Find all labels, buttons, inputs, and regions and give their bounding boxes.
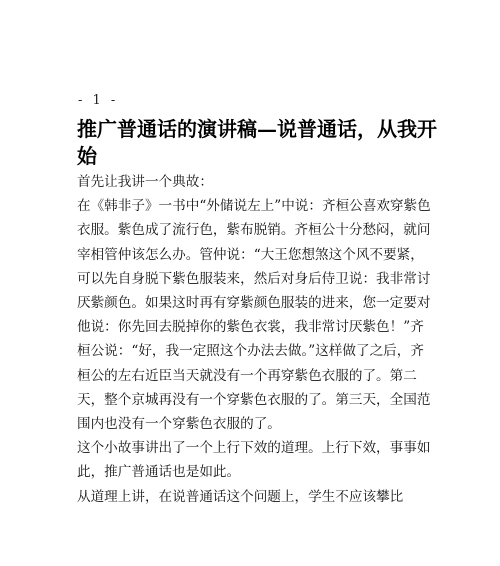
- paragraph: 在《韩非子》一书中“外储说左上”中说：齐桓公喜欢穿紫色衣服。紫色成了流行色，紫布脱销。齐桓公十分愁闷，就问宰相管仲该怎么办。管仲说：“大王您想煞这个风不要紧，可以先自身脱下紫色服装来，然后对身后侍卫说：我非常讨厌紫颜色。如果这时再有穿紫颜色服装的进来，您一定要对他说：你先回去脱掉你的紫色衣裳，我非常讨厌紫色！”齐桓公说：“好，我一定照这个办法去做。”这样做了之后，齐桓公的左右近臣当天就没有一个再穿紫色衣服的了。第二天，整个京城再没有一个穿紫色衣服的了。第三天，全国范围内也没有一个穿紫色衣服的了。: [77, 198, 431, 433]
- document-body: [77, 170, 432, 509]
- page-number: - 1 -: [78, 93, 119, 108]
- document-title: 推广普通话的演讲稿—说普通话，从我开始: [77, 117, 437, 168]
- paragraph: 从道理上讲，在说普通话这个问题上，学生不应该攀比: [77, 488, 404, 505]
- paragraph: 首先让我讲一个典故：: [77, 174, 213, 190]
- paragraph: 这个小故事讲出了一个上行下效的道理。上行下效，事事如此，推广普通话也是如此。: [77, 440, 431, 481]
- bottom-fade: [0, 552, 500, 566]
